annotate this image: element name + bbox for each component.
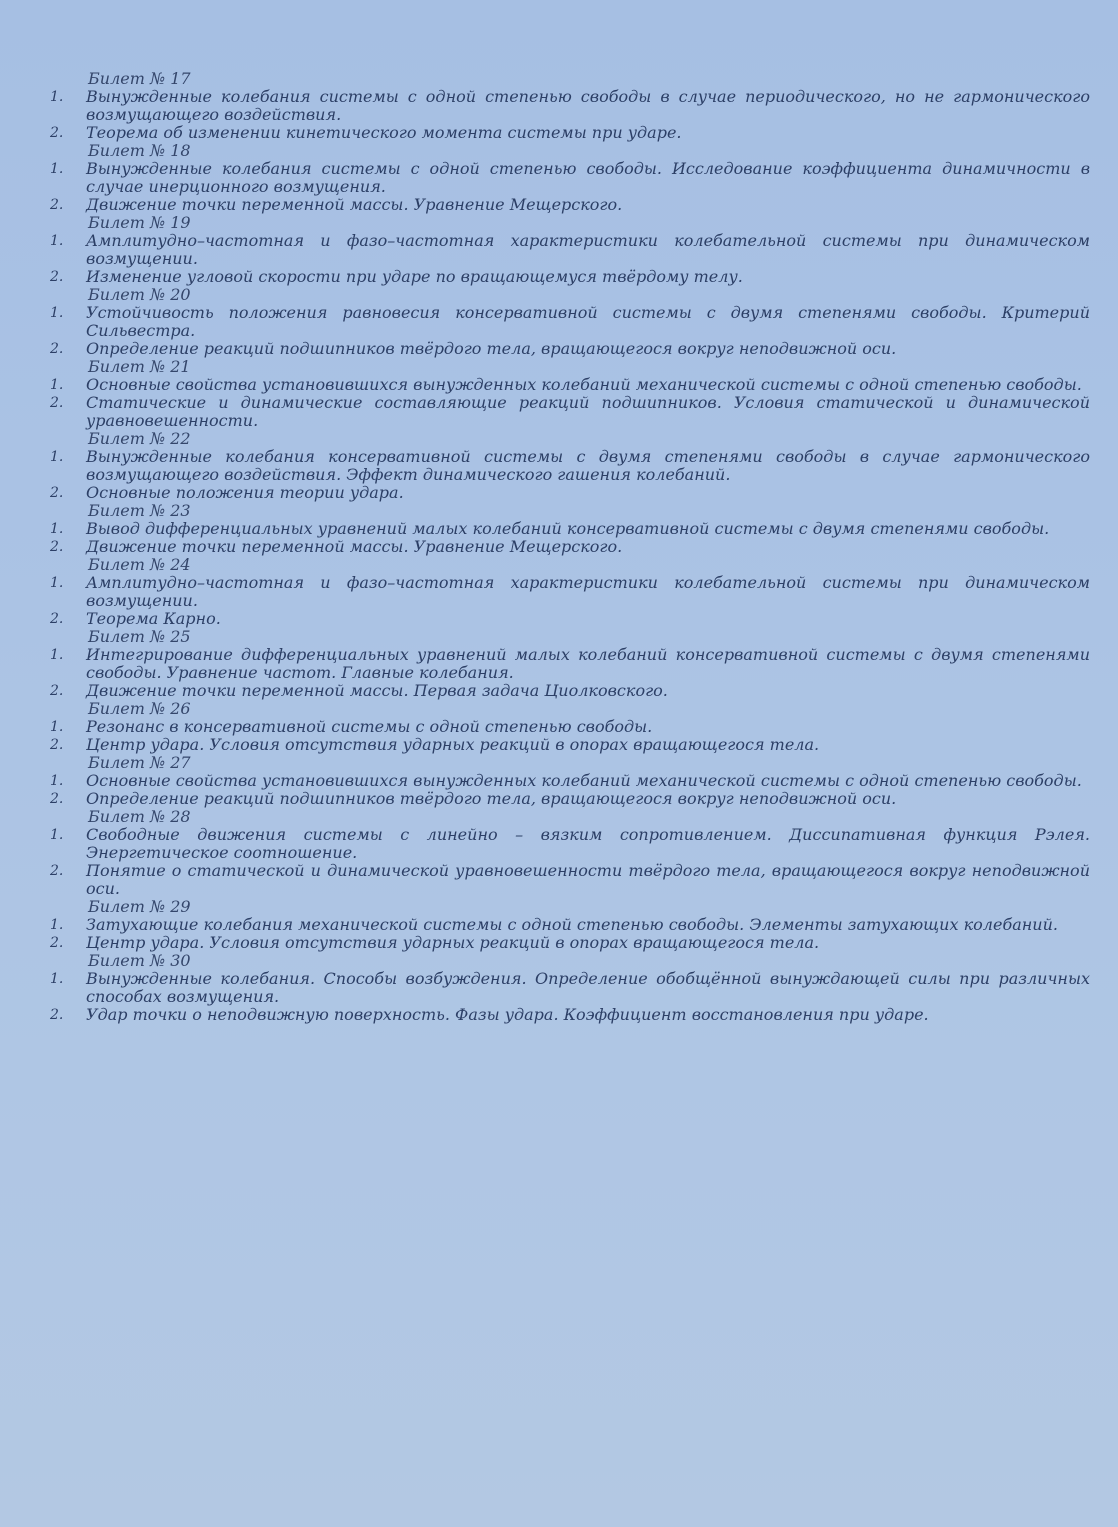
ticket (50, 502, 1090, 556)
question-text: Теорема об изменении кинетического момента системы при ударе. (86, 123, 682, 142)
ticket-question (50, 682, 1090, 700)
ticket (50, 286, 1090, 358)
question-number: 2. (50, 269, 64, 285)
question-number: 1. (50, 161, 64, 177)
question-number: 1. (50, 971, 64, 987)
question-text: Движение точки переменной массы. Уравнение Мещерского. (86, 537, 623, 556)
question-text: Основные положения теории удара. (86, 483, 404, 502)
ticket-question (50, 124, 1090, 142)
ticket-question (50, 916, 1090, 934)
question-number: 1. (50, 89, 64, 105)
question-number: 2. (50, 935, 64, 951)
question-number: 1. (50, 233, 64, 249)
question-number: 2. (50, 863, 64, 879)
ticket (50, 556, 1090, 628)
ticket-title: Билет № 27 (88, 753, 191, 772)
question-text: Центр удара. Условия отсутствия ударных реакций в опорах вращающегося тела. (86, 933, 820, 952)
question-number: 2. (50, 485, 64, 501)
ticket-title: Билет № 22 (88, 429, 191, 448)
question-number: 1. (50, 917, 64, 933)
question-number: 2. (50, 683, 64, 699)
question-text: Теорема Карно. (86, 609, 221, 628)
ticket-question (50, 448, 1090, 484)
question-number: 2. (50, 197, 64, 213)
ticket (50, 430, 1090, 502)
question-number: 2. (50, 125, 64, 141)
ticket (50, 808, 1090, 898)
question-text: Определение реакций подшипников твёрдого тела, вращающегося вокруг неподвижной оси. (86, 789, 897, 808)
question-number: 1. (50, 773, 64, 789)
question-text: Устойчивость положения равновесия консервативной системы с двумя степенями свободы. Критерий Сильвестра. (86, 303, 1090, 340)
ticket-question (50, 88, 1090, 124)
ticket-question (50, 1006, 1090, 1024)
question-text: Центр удара. Условия отсутствия ударных реакций в опорах вращающегося тела. (86, 735, 820, 754)
ticket-question (50, 268, 1090, 286)
ticket-question (50, 610, 1090, 628)
question-text: Вынужденные колебания системы с одной степенью свободы. Исследование коэффициента динамичности в случае инерционного возмущения. (86, 159, 1090, 196)
ticket-question (50, 772, 1090, 790)
ticket-title: Билет № 17 (88, 69, 191, 88)
question-text: Движение точки переменной массы. Уравнение Мещерского. (86, 195, 623, 214)
ticket-question (50, 736, 1090, 754)
question-text: Движение точки переменной массы. Первая задача Циолковского. (86, 681, 668, 700)
ticket-title: Билет № 18 (88, 141, 191, 160)
question-number: 1. (50, 719, 64, 735)
ticket (50, 754, 1090, 808)
question-text: Статические и динамические составляющие реакций подшипников. Условия статической и динамической уравновешенности. (86, 393, 1090, 430)
question-text: Вынужденные колебания системы с одной степенью свободы в случае периодического, но не гармонического возмущающего воздействия. (86, 87, 1090, 124)
ticket-title: Билет № 25 (88, 627, 191, 646)
ticket-question (50, 232, 1090, 268)
question-number: 2. (50, 341, 64, 357)
ticket-question (50, 790, 1090, 808)
ticket-title: Билет № 19 (88, 213, 191, 232)
question-text: Удар точки о неподвижную поверхность. Фазы удара. Коэффициент восстановления при ударе. (86, 1005, 929, 1024)
ticket (50, 70, 1090, 142)
question-text: Интегрирование дифференциальных уравнений малых колебаний консервативной системы с двумя степенями свободы. Уравнение частот. Главные колебания. (86, 645, 1090, 682)
question-number: 1. (50, 377, 64, 393)
question-text: Амплитудно–частотная и фазо–частотная характеристики колебательной системы при динамическом возмущении. (86, 231, 1090, 268)
question-text: Вынужденные колебания. Способы возбуждения. Определение обобщённой вынуждающей силы при различных способах возмущения. (86, 969, 1090, 1006)
question-number: 2. (50, 737, 64, 753)
ticket-title: Билет № 28 (88, 807, 191, 826)
ticket-title: Билет № 23 (88, 501, 191, 520)
ticket-question (50, 826, 1090, 862)
ticket (50, 700, 1090, 754)
ticket-question (50, 520, 1090, 538)
question-number: 1. (50, 521, 64, 537)
question-number: 1. (50, 575, 64, 591)
question-number: 2. (50, 395, 64, 411)
question-number: 1. (50, 647, 64, 663)
question-text: Вывод дифференциальных уравнений малых колебаний консервативной системы с двумя степенями свободы. (86, 519, 1050, 538)
ticket-question (50, 484, 1090, 502)
ticket-question (50, 160, 1090, 196)
question-text: Амплитудно–частотная и фазо–частотная характеристики колебательной системы при динамическом возмущении. (86, 573, 1090, 610)
question-text: Понятие о статической и динамической уравновешенности твёрдого тела, вращающегося вокруг неподвижной оси. (86, 861, 1090, 898)
ticket-question (50, 718, 1090, 736)
question-text: Резонанс в консервативной системы с одной степенью свободы. (86, 717, 653, 736)
ticket-question (50, 538, 1090, 556)
ticket-question (50, 196, 1090, 214)
ticket-list (50, 70, 1090, 1024)
ticket (50, 142, 1090, 214)
question-text: Основные свойства установившихся вынужденных колебаний механической системы с одной степенью свободы. (86, 771, 1082, 790)
ticket-question (50, 862, 1090, 898)
question-text: Определение реакций подшипников твёрдого тела, вращающегося вокруг неподвижной оси. (86, 339, 897, 358)
ticket (50, 898, 1090, 952)
question-number: 1. (50, 305, 64, 321)
ticket-question (50, 376, 1090, 394)
ticket-question (50, 304, 1090, 340)
question-number: 2. (50, 791, 64, 807)
question-number: 2. (50, 539, 64, 555)
question-text: Вынужденные колебания консервативной системы с двумя степенями свободы в случае гармонического возмущающего воздействия. Эффект динамического гашения колебаний. (86, 447, 1090, 484)
ticket-question (50, 394, 1090, 430)
ticket-question (50, 574, 1090, 610)
ticket-question (50, 340, 1090, 358)
question-text: Затухающие колебания механической системы с одной степенью свободы. Элементы затухающих колебаний. (86, 915, 1058, 934)
ticket-question (50, 970, 1090, 1006)
question-number: 2. (50, 1007, 64, 1023)
ticket-title: Билет № 21 (88, 357, 191, 376)
question-number: 1. (50, 449, 64, 465)
ticket (50, 952, 1090, 1024)
question-number: 1. (50, 827, 64, 843)
ticket-question (50, 646, 1090, 682)
ticket-title: Билет № 20 (88, 285, 191, 304)
ticket (50, 628, 1090, 700)
question-number: 2. (50, 611, 64, 627)
question-text: Основные свойства установившихся вынужденных колебаний механической системы с одной степенью свободы. (86, 375, 1082, 394)
ticket (50, 214, 1090, 286)
ticket-title: Билет № 29 (88, 897, 191, 916)
ticket-title: Билет № 26 (88, 699, 191, 718)
ticket (50, 358, 1090, 430)
question-text: Изменение угловой скорости при ударе по вращающемуся твёрдому телу. (86, 267, 743, 286)
ticket-title: Билет № 24 (88, 555, 191, 574)
question-text: Свободные движения системы с линейно – вязким сопротивлением. Диссипативная функция Рэлея. Энергетическое соотношение. (86, 825, 1090, 862)
ticket-question (50, 934, 1090, 952)
ticket-title: Билет № 30 (88, 951, 191, 970)
